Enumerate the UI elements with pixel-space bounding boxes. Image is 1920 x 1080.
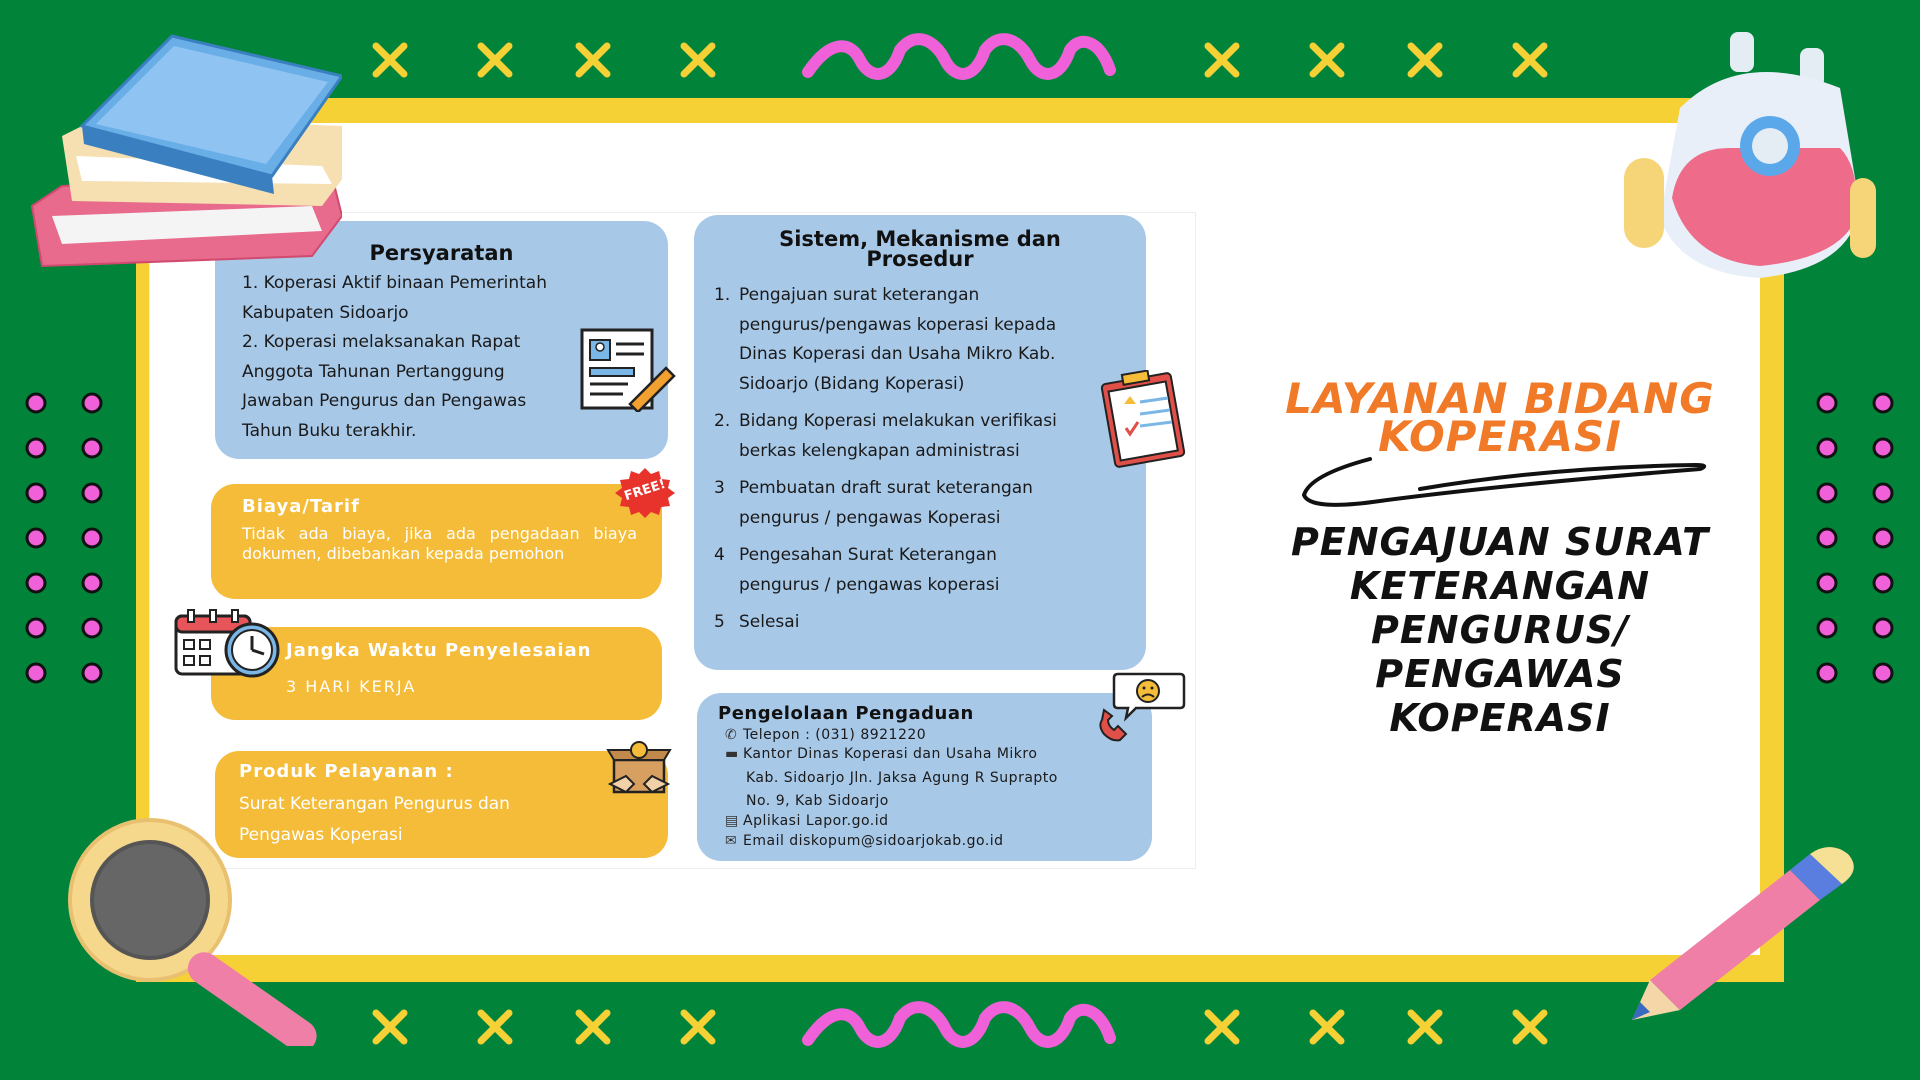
top-zigzag bbox=[808, 39, 1110, 74]
backpack-icon bbox=[1620, 28, 1880, 288]
free-badge-label: FREE! bbox=[622, 476, 668, 505]
left-dots bbox=[27, 394, 101, 682]
magnifier-icon bbox=[60, 816, 350, 1046]
sub-heading-line3: PENGURUS/ PENGAWAS bbox=[1370, 608, 1630, 696]
complaint-phone-icon bbox=[1096, 670, 1186, 746]
books-icon bbox=[22, 16, 342, 286]
pengaduan-office-text: Kantor Dinas Koperasi dan Usaha Mikro bbox=[743, 746, 1038, 762]
sistem-item bbox=[714, 608, 1144, 638]
pengaduan-phone-text: Telepon : (031) 8921220 bbox=[743, 727, 927, 743]
sistem-item-number: 2. bbox=[714, 411, 731, 431]
pengaduan-email bbox=[725, 833, 1004, 849]
sistem-item-number: 4 bbox=[714, 545, 725, 565]
calendar-clock-icon bbox=[172, 606, 286, 678]
biaya-title: Biaya/Tarif bbox=[242, 496, 360, 517]
sistem-item-text: Pembuatan draft surat keterangan pengurus / pengawas Koperasi bbox=[739, 478, 1033, 528]
pengaduan-office-line: No. 9, Kab Sidoarjo bbox=[746, 793, 889, 809]
pengaduan-card bbox=[697, 693, 1152, 861]
bottom-zigzag bbox=[808, 1007, 1110, 1042]
sistem-item-text: Bidang Koperasi melakukan verifikasi berkas kelengkapan administrasi bbox=[739, 411, 1057, 461]
document-icon bbox=[578, 326, 678, 412]
sistem-item-text: Selesai bbox=[739, 612, 800, 632]
sistem-item-number: 1. bbox=[714, 285, 731, 305]
persyaratan-title: Persyaratan bbox=[369, 241, 514, 265]
box-icon bbox=[606, 740, 672, 796]
pengaduan-phone bbox=[725, 727, 926, 743]
sistem-item bbox=[714, 474, 1144, 533]
pengaduan-title: Pengelolaan Pengaduan bbox=[718, 703, 974, 724]
sistem-item-text: Pengajuan surat keterangan pengurus/pengawas koperasi kepada Dinas Koperasi dan Usaha Mikro Kab. Sidoarjo (Bidang Koperasi) bbox=[739, 285, 1057, 394]
biaya-text: Tidak ada biaya, jika ada pengadaan biaya dokumen, dibebankan kepada pemohon bbox=[242, 524, 637, 563]
persyaratan-text: 1. Koperasi Aktif binaan Pemerintah Kabupaten Sidoarjo 2. Koperasi melaksanakan Rapat Anggota Tahunan Pertanggung Jawaban Pengurus dan Pengawas Tahun Buku terakhir. bbox=[242, 273, 547, 441]
sistem-list bbox=[714, 281, 1144, 646]
pengaduan-office-line: Kab. Sidoarjo Jln. Jaksa Agung R Suprapto bbox=[746, 770, 1058, 786]
app-icon: ▤ bbox=[725, 813, 739, 829]
sub-heading-line2: KETERANGAN bbox=[1349, 564, 1651, 608]
free-badge bbox=[613, 466, 677, 520]
sub-heading-line1: PENGAJUAN SURAT bbox=[1290, 520, 1710, 564]
sistem-card bbox=[694, 215, 1146, 670]
pengaduan-office bbox=[725, 746, 1037, 762]
email-icon: ✉ bbox=[725, 833, 738, 849]
sistem-title: Sistem, Mekanisme dan Prosedur bbox=[779, 227, 1061, 271]
sub-heading bbox=[1270, 520, 1730, 740]
sistem-item bbox=[714, 541, 1144, 600]
jangka-value: 3 HARI KERJA bbox=[286, 677, 417, 696]
main-heading bbox=[1280, 374, 1720, 461]
pencil-icon bbox=[1620, 820, 1870, 1030]
right-dots bbox=[1818, 394, 1892, 682]
sistem-item bbox=[714, 281, 1144, 399]
clipboard-icon bbox=[1098, 370, 1208, 468]
biaya-card bbox=[211, 484, 662, 599]
pengaduan-app bbox=[725, 813, 889, 829]
produk-title: Produk Pelayanan : bbox=[239, 761, 454, 782]
pengaduan-app-text: Aplikasi Lapor.go.id bbox=[743, 813, 889, 829]
jangka-title: Jangka Waktu Penyelesaian bbox=[286, 640, 592, 661]
main-heading-line2: KOPERASI bbox=[1378, 412, 1622, 461]
sistem-item-number: 3 bbox=[714, 478, 725, 498]
sub-heading-line4: KOPERASI bbox=[1389, 696, 1611, 740]
bus-icon: ▬ bbox=[725, 746, 739, 762]
pengaduan-email-text: Email diskopum@sidoarjokab.go.id bbox=[743, 833, 1004, 849]
phone-icon: ✆ bbox=[725, 727, 738, 743]
sistem-item-text: Pengesahan Surat Keterangan pengurus / pengawas koperasi bbox=[739, 545, 1000, 595]
main-heading-line1: LAYANAN BIDANG bbox=[1285, 374, 1715, 423]
produk-text: Surat Keterangan Pengurus dan Pengawas Koperasi bbox=[239, 794, 510, 845]
heading-swoosh bbox=[1300, 455, 1710, 515]
sistem-item bbox=[714, 407, 1144, 466]
sistem-item-number: 5 bbox=[714, 612, 725, 632]
